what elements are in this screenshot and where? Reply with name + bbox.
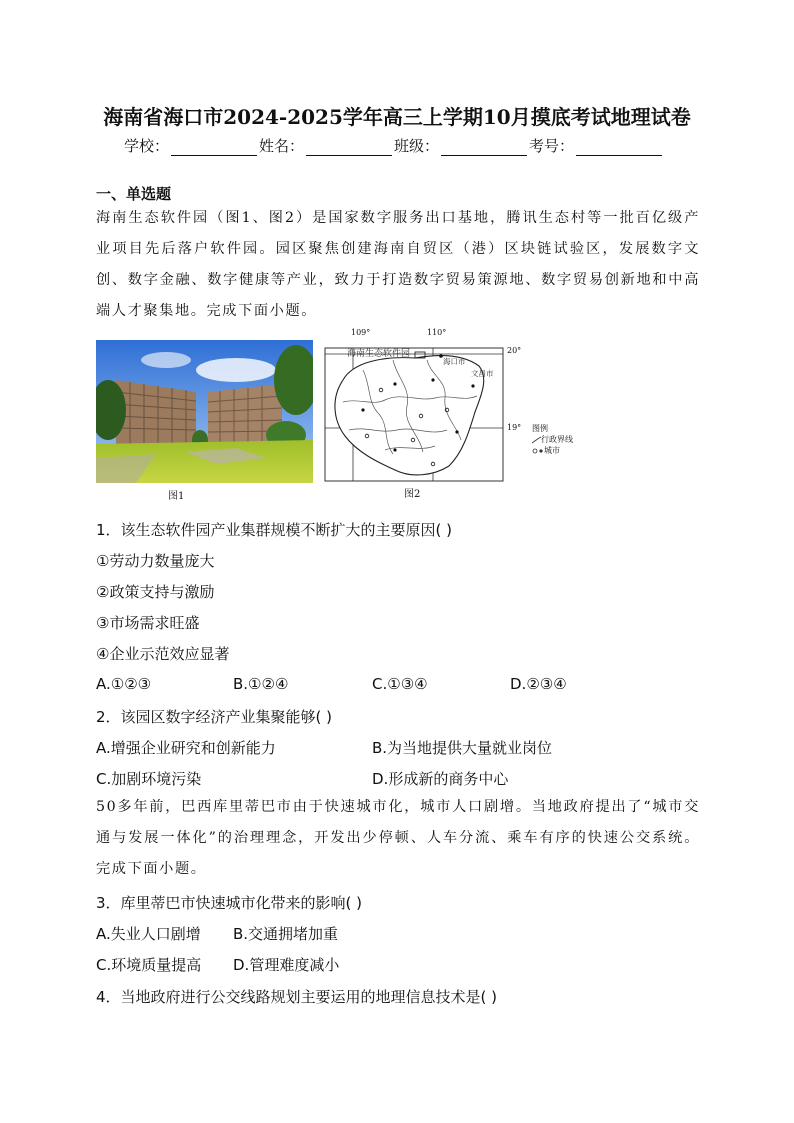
question-3-stem: 3．库里蒂巴市快速城市化带来的影响( ) <box>96 894 363 912</box>
figure-2-map <box>323 340 505 483</box>
passage-1: 海南生态软件园（图1、图2）是国家数字服务出口基地，腾讯生态村等一批百亿级产业项目先后落户软件园。园区聚焦创建海南自贸区（港）区块链试验区，发展数字文创、数字金融、数字健康等产业，致力于打造数字贸易策源地、数字贸易创新地和中高端人才聚集地。完成下面小题。 <box>96 210 700 319</box>
student-info-row <box>124 135 664 156</box>
map-lat-19: 19° <box>507 423 522 432</box>
map-lon-109: 109° <box>351 328 371 337</box>
legend-title: 图例 <box>532 424 548 433</box>
question-3-option-d[interactable]: D.管理难度减小 <box>233 956 340 974</box>
legend-boundary-label: 行政界线 <box>541 435 573 444</box>
question-1-item-1: ①劳动力数量庞大 <box>96 552 215 570</box>
question-2-option-b[interactable]: B.为当地提供大量就业岗位 <box>372 739 553 757</box>
legend-city-item <box>532 445 573 456</box>
boundary-line-icon <box>532 436 541 444</box>
name-field[interactable] <box>306 139 392 156</box>
map-legend <box>532 423 573 456</box>
figure-1-photo <box>96 340 313 483</box>
question-1-option-a[interactable]: A.①②③ <box>96 675 152 693</box>
exam-number-field[interactable] <box>576 139 662 156</box>
figure-2-caption: 图2 <box>404 489 421 500</box>
exam-number-label: 考号： <box>529 137 575 155</box>
name-label: 姓名： <box>259 137 305 155</box>
legend-city-label: 城市 <box>544 446 560 455</box>
question-3-option-a[interactable]: A.失业人口剧增 <box>96 925 201 943</box>
question-1-option-c[interactable]: C.①③④ <box>372 675 428 693</box>
question-1-stem: 1．该生态软件园产业集群规模不断扩大的主要原因( ) <box>96 521 453 539</box>
page-title: 海南省海口市2024-2025学年高三上学期10月摸底考试地理试卷 <box>103 105 691 129</box>
question-1-item-3: ③市场需求旺盛 <box>96 614 200 632</box>
class-label: 班级： <box>394 137 440 155</box>
hainan-map <box>323 340 505 483</box>
question-1-option-d[interactable]: D.②③④ <box>510 675 567 693</box>
map-lon-110: 110° <box>427 328 447 337</box>
city-dot-icon <box>532 447 544 455</box>
question-1-item-2: ②政策支持与激励 <box>96 583 215 601</box>
school-label: 学校： <box>124 137 170 155</box>
map-haikou-label: 海口市 <box>443 357 466 366</box>
map-lat-20: 20° <box>507 346 522 355</box>
question-2-option-a[interactable]: A.增强企业研究和创新能力 <box>96 739 276 757</box>
question-3-option-c[interactable]: C.环境质量提高 <box>96 956 202 974</box>
question-2-option-d[interactable]: D.形成新的商务中心 <box>372 770 509 788</box>
question-2-option-c[interactable]: C.加剧环境污染 <box>96 770 202 788</box>
section-heading: 一、单选题 <box>96 185 172 203</box>
question-3-option-b[interactable]: B.交通拥堵加重 <box>233 925 339 943</box>
map-wenchang-label: 文昌市 <box>471 369 494 378</box>
figure-1-caption: 图1 <box>168 491 185 502</box>
park-photo-illustration <box>96 340 313 483</box>
question-2-stem: 2．该园区数字经济产业集聚能够( ) <box>96 708 333 726</box>
school-field[interactable] <box>171 139 257 156</box>
passage-2: 50多年前，巴西库里蒂巴市由于快速城市化，城市人口剧增。当地政府提出了“城市交通与发展一体化”的治理理念，开发出少停顿、人车分流、乘车有序的快速公交系统。完成下面小题。 <box>96 799 700 877</box>
legend-boundary-item <box>532 434 573 445</box>
class-field[interactable] <box>441 139 527 156</box>
question-1-item-4: ④企业示范效应显著 <box>96 645 230 663</box>
question-4-stem: 4．当地政府进行公交线路规划主要运用的地理信息技术是( ) <box>96 988 498 1006</box>
question-1-option-b[interactable]: B.①②④ <box>233 675 289 693</box>
map-park-label: 海南生态软件园 <box>347 349 411 359</box>
